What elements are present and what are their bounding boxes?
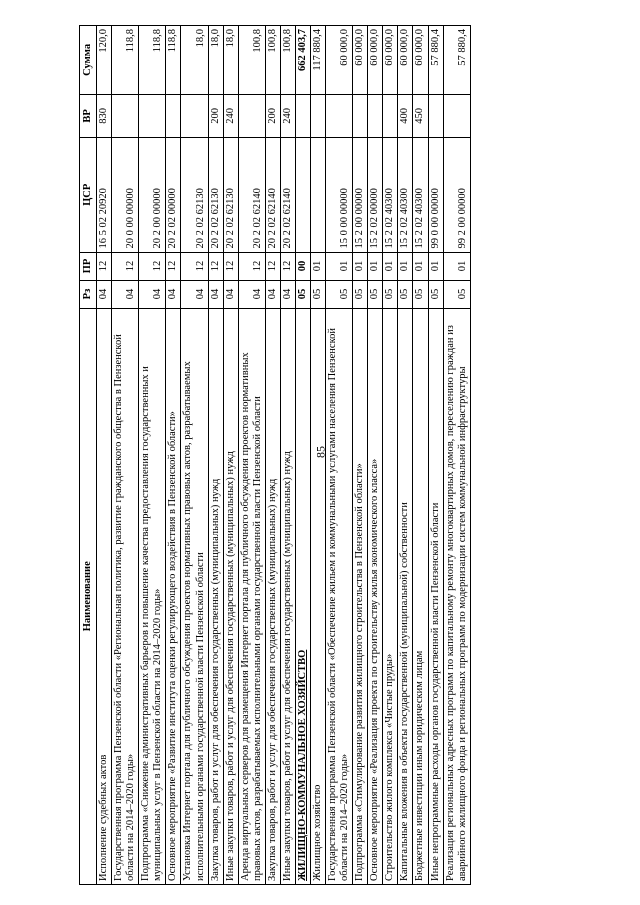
table-row [353, 26, 368, 885]
cell-pr: 01 [353, 252, 368, 280]
cell-csr: 99 2 00 00000 [443, 138, 470, 253]
table-row [295, 26, 310, 885]
cell-name: Установка Интернет портала для публичного обсуждения проектов нормативных правовых актов, разрабатываемых исполнительными органами государственной власти Пензенской области [181, 308, 208, 884]
table-row [208, 26, 223, 885]
cell-vr: 200 [265, 94, 280, 137]
table-row [383, 26, 398, 885]
header-csr: ЦСР [80, 138, 97, 253]
table-row [238, 26, 265, 885]
cell-vr [368, 94, 383, 137]
cell-name: Подпрограмма «Снижение административных барьеров и повышение качества предоставления государственных и муниципальных услуг в Пензенской области на 2014–2020 годы» [139, 308, 166, 884]
cell-sum: 60 000,0 [353, 26, 368, 95]
cell-name: Основное мероприятие «Развитие института оценки регулирующего воздействия в Пензенской области» [166, 308, 181, 884]
cell-sum: 60 000,0 [368, 26, 383, 95]
cell-name: Жилищное хозяйство [311, 308, 326, 884]
cell-sum: 100,8 [265, 26, 280, 95]
cell-name: Закупка товаров, работ и услуг для обеспечения государственных (муниципальных) нужд [208, 308, 223, 884]
cell-name: Подпрограмма «Стимулирование развития жилищного строительства в Пензенской области» [353, 308, 368, 884]
cell-name: Исполнение судебных актов [97, 308, 112, 884]
cell-pr: 12 [139, 252, 166, 280]
table-row [368, 26, 383, 885]
header-pr: ПР [80, 252, 97, 280]
cell-pr: 12 [112, 252, 139, 280]
table-row [443, 26, 470, 885]
cell-pr: 12 [166, 252, 181, 280]
header-name: Наименование [80, 308, 97, 884]
cell-rz: 05 [326, 280, 353, 308]
cell-sum: 100,8 [280, 26, 295, 95]
table-row [265, 26, 280, 885]
cell-sum: 117 880,4 [311, 26, 326, 95]
cell-vr [311, 94, 326, 137]
cell-sum: 100,8 [238, 26, 265, 95]
cell-rz: 05 [295, 280, 310, 308]
cell-rz: 04 [265, 280, 280, 308]
cell-vr [353, 94, 368, 137]
cell-csr: 15 2 02 00000 [368, 138, 383, 253]
cell-sum: 60 000,0 [413, 26, 428, 95]
cell-csr: 99 0 00 00000 [428, 138, 443, 253]
cell-vr [238, 94, 265, 137]
cell-rz: 05 [398, 280, 413, 308]
cell-sum: 662 403,7 [295, 26, 310, 95]
cell-rz: 04 [238, 280, 265, 308]
cell-pr: 01 [443, 252, 470, 280]
table-row [112, 26, 139, 885]
cell-name: Государственная программа Пензенской области «Обеспечение жильем и коммунальными услугами населения Пензенской области на 2014–2020 годы» [326, 308, 353, 884]
cell-rz: 04 [223, 280, 238, 308]
cell-rz: 04 [181, 280, 208, 308]
table-row [139, 26, 166, 885]
budget-table-container [79, 25, 471, 885]
cell-rz: 05 [383, 280, 398, 308]
cell-csr: 20 2 00 00000 [139, 138, 166, 253]
cell-name: Иные непрограммные расходы органов государственной власти Пензенской области [428, 308, 443, 884]
cell-name: Бюджетные инвестиции иным юридическим лицам [413, 308, 428, 884]
table-row [181, 26, 208, 885]
cell-vr [295, 94, 310, 137]
cell-name: Капитальные вложения в объекты государственной (муниципальной) собственности [398, 308, 413, 884]
cell-pr: 01 [326, 252, 353, 280]
cell-csr: 20 2 02 62130 [181, 138, 208, 253]
cell-pr: 01 [428, 252, 443, 280]
cell-vr [112, 94, 139, 137]
table-row [311, 26, 326, 885]
table-body [97, 26, 471, 885]
cell-vr: 240 [280, 94, 295, 137]
cell-csr: 15 0 00 00000 [326, 138, 353, 253]
cell-vr [443, 94, 470, 137]
cell-rz: 05 [428, 280, 443, 308]
cell-pr: 12 [223, 252, 238, 280]
table-row [223, 26, 238, 885]
cell-rz: 04 [97, 280, 112, 308]
cell-pr: 01 [413, 252, 428, 280]
table-row [326, 26, 353, 885]
cell-vr: 450 [413, 94, 428, 137]
cell-rz: 04 [139, 280, 166, 308]
cell-csr: 20 2 02 62140 [238, 138, 265, 253]
cell-pr: 00 [295, 252, 310, 280]
cell-pr: 12 [238, 252, 265, 280]
cell-name: Основное мероприятие «Реализация проекта по строительству жилья экономического класса» [368, 308, 383, 884]
cell-name: Иные закупки товаров, работ и услуг для обеспечения государственных (муниципальных) нужд [223, 308, 238, 884]
cell-csr: 20 2 02 62130 [223, 138, 238, 253]
cell-pr: 12 [280, 252, 295, 280]
cell-sum: 57 880,4 [443, 26, 470, 95]
cell-pr: 12 [208, 252, 223, 280]
cell-sum: 120,0 [97, 26, 112, 95]
table-row [413, 26, 428, 885]
cell-rz: 05 [311, 280, 326, 308]
cell-rz: 05 [413, 280, 428, 308]
cell-sum: 118,8 [112, 26, 139, 95]
cell-csr: 15 2 02 40300 [413, 138, 428, 253]
cell-sum: 118,8 [139, 26, 166, 95]
cell-csr: 15 2 02 40300 [383, 138, 398, 253]
cell-pr: 12 [265, 252, 280, 280]
table-row [428, 26, 443, 885]
cell-pr: 01 [311, 252, 326, 280]
table-row [280, 26, 295, 885]
cell-name: Иные закупки товаров, работ и услуг для обеспечения государственных (муниципальных) нужд [280, 308, 295, 884]
cell-sum: 18,0 [208, 26, 223, 95]
cell-pr: 12 [97, 252, 112, 280]
cell-name: Строительство жилого комплекса «Чистые пруды» [383, 308, 398, 884]
cell-pr: 01 [368, 252, 383, 280]
cell-name: Закупка товаров, работ и услуг для обеспечения государственных (муниципальных) нужд [265, 308, 280, 884]
table-row [97, 26, 112, 885]
cell-name: Государственная программа Пензенской области «Региональная политика, развитие гражданского общества в Пензенской области на 2014–2020 годы» [112, 308, 139, 884]
cell-name: Аренда виртуальных серверов для размещения Интернет портала для публичного обсуждения проектов нормативных правовых актов, разрабатываемых исполнительными органами государственной власти Пензенской области [238, 308, 265, 884]
cell-vr [428, 94, 443, 137]
cell-csr: 20 2 02 62140 [265, 138, 280, 253]
cell-vr: 200 [208, 94, 223, 137]
cell-vr: 240 [223, 94, 238, 137]
cell-vr [181, 94, 208, 137]
cell-pr: 01 [398, 252, 413, 280]
table-row [166, 26, 181, 885]
cell-pr: 01 [383, 252, 398, 280]
cell-vr [383, 94, 398, 137]
cell-csr: 20 2 02 00000 [166, 138, 181, 253]
cell-sum: 118,8 [166, 26, 181, 95]
cell-csr: 20 2 02 62130 [208, 138, 223, 253]
cell-csr: 20 0 00 00000 [112, 138, 139, 253]
cell-vr: 400 [398, 94, 413, 137]
cell-vr: 830 [97, 94, 112, 137]
cell-vr [166, 94, 181, 137]
cell-name: Реализация региональных адресных программ по капитальному ремонту многоквартирных домов, переселению граждан из аварийного жилищного фонда и региональных программ по модернизации систем коммунальной инфраструктуры [443, 308, 470, 884]
page-number: 85 [313, 446, 328, 458]
table-header-row [80, 26, 97, 885]
cell-sum: 57 880,4 [428, 26, 443, 95]
cell-rz: 04 [280, 280, 295, 308]
header-vr: ВР [80, 94, 97, 137]
cell-sum: 60 000,0 [383, 26, 398, 95]
budget-table [79, 25, 471, 885]
cell-csr: 15 2 00 00000 [353, 138, 368, 253]
cell-sum: 18,0 [223, 26, 238, 95]
cell-csr: 20 2 02 62140 [280, 138, 295, 253]
cell-sum: 18,0 [181, 26, 208, 95]
header-rz: Рз [80, 280, 97, 308]
cell-rz: 05 [368, 280, 383, 308]
cell-sum: 60 000,0 [326, 26, 353, 95]
cell-vr [139, 94, 166, 137]
cell-rz: 05 [353, 280, 368, 308]
cell-csr [311, 138, 326, 253]
cell-rz: 04 [166, 280, 181, 308]
cell-vr [326, 94, 353, 137]
cell-name: ЖИЛИЩНО-КОММУНАЛЬНОЕ ХОЗЯЙСТВО [295, 308, 310, 884]
cell-csr [295, 138, 310, 253]
cell-rz: 04 [112, 280, 139, 308]
header-sum: Сумма [80, 26, 97, 95]
cell-csr: 16 5 02 20920 [97, 138, 112, 253]
cell-rz: 04 [208, 280, 223, 308]
cell-csr: 15 2 02 40300 [398, 138, 413, 253]
cell-sum: 60 000,0 [398, 26, 413, 95]
table-row [398, 26, 413, 885]
cell-pr: 12 [181, 252, 208, 280]
cell-rz: 05 [443, 280, 470, 308]
